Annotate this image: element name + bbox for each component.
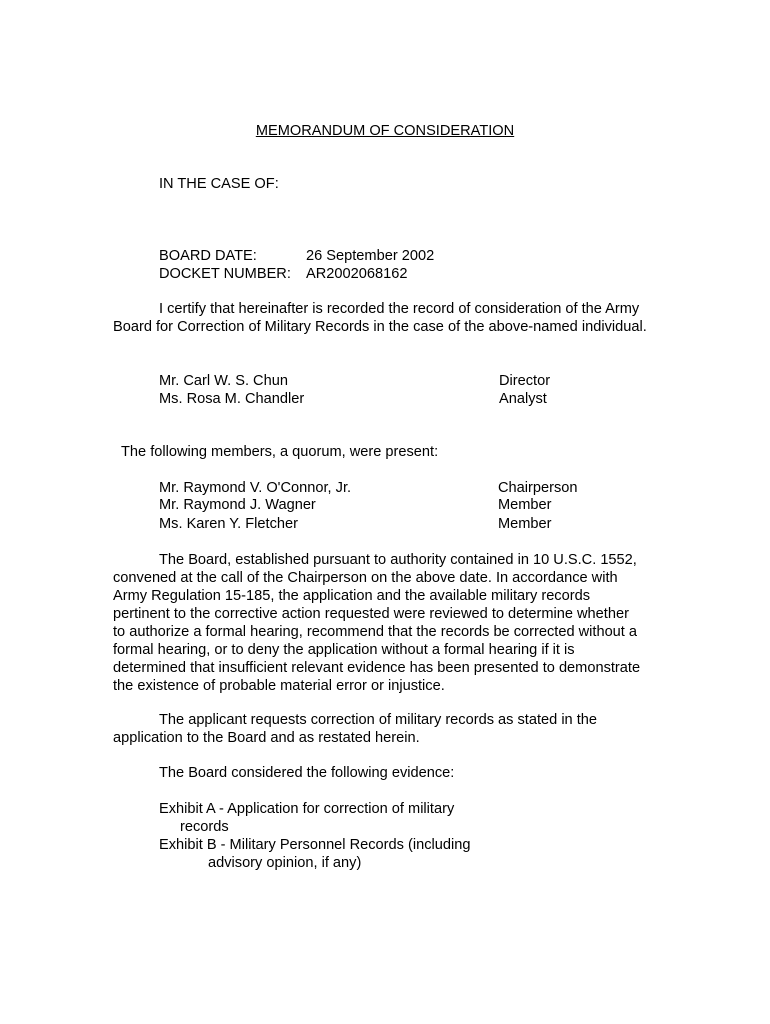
exhibit-line: records: [180, 819, 229, 835]
member-role: Member: [498, 516, 552, 532]
quorum-statement: The following members, a quorum, were present:: [121, 444, 439, 460]
case-of-label: IN THE CASE OF:: [159, 176, 279, 192]
board-paragraph: The Board, established pursuant to authority contained in 10 U.S.C. 1552, convened at the call of the Chairperson on the above date. In accordance with Army Regulation 15-185, the application and the available military records pertinent to the corrective action requested were reviewed to determine whether to authorize a formal hearing, recommend that the records be corrected without a formal hearing, or to deny the application without a formal hearing if it is determined that insufficient relevant evidence has been presented to demonstrate the existence of probable material error or injustice.: [113, 552, 641, 694]
evidence-intro: The Board considered the following evidence:: [159, 765, 455, 781]
member-name: Ms. Karen Y. Fletcher: [159, 516, 298, 532]
member-role: Chairperson: [498, 480, 578, 496]
staff-role: Analyst: [499, 391, 547, 407]
docket-number-label: DOCKET NUMBER:: [159, 266, 291, 282]
staff-name: Ms. Rosa M. Chandler: [159, 391, 305, 407]
exhibit-line: advisory opinion, if any): [208, 855, 362, 871]
staff-name: Mr. Carl W. S. Chun: [159, 373, 288, 389]
page-title: MEMORANDUM OF CONSIDERATION: [255, 123, 515, 139]
board-date-label: BOARD DATE:: [159, 248, 257, 264]
docket-number-value: AR2002068162: [306, 266, 408, 282]
exhibit-line: Exhibit A - Application for correction of military: [159, 801, 455, 817]
certify-paragraph: I certify that hereinafter is recorded the record of consideration of the Army Board for Correction of Military Records in the case of the above-named individual.: [113, 301, 647, 335]
applicant-paragraph: The applicant requests correction of military records as stated in the application to the Board and as restated herein.: [113, 712, 598, 746]
staff-role: Director: [499, 373, 551, 389]
member-name: Mr. Raymond J. Wagner: [159, 497, 316, 513]
member-role: Member: [498, 497, 552, 513]
exhibit-line: Exhibit B - Military Personnel Records (including: [159, 837, 471, 853]
board-date-value: 26 September 2002: [306, 248, 435, 264]
member-name: Mr. Raymond V. O'Connor, Jr.: [159, 480, 352, 496]
